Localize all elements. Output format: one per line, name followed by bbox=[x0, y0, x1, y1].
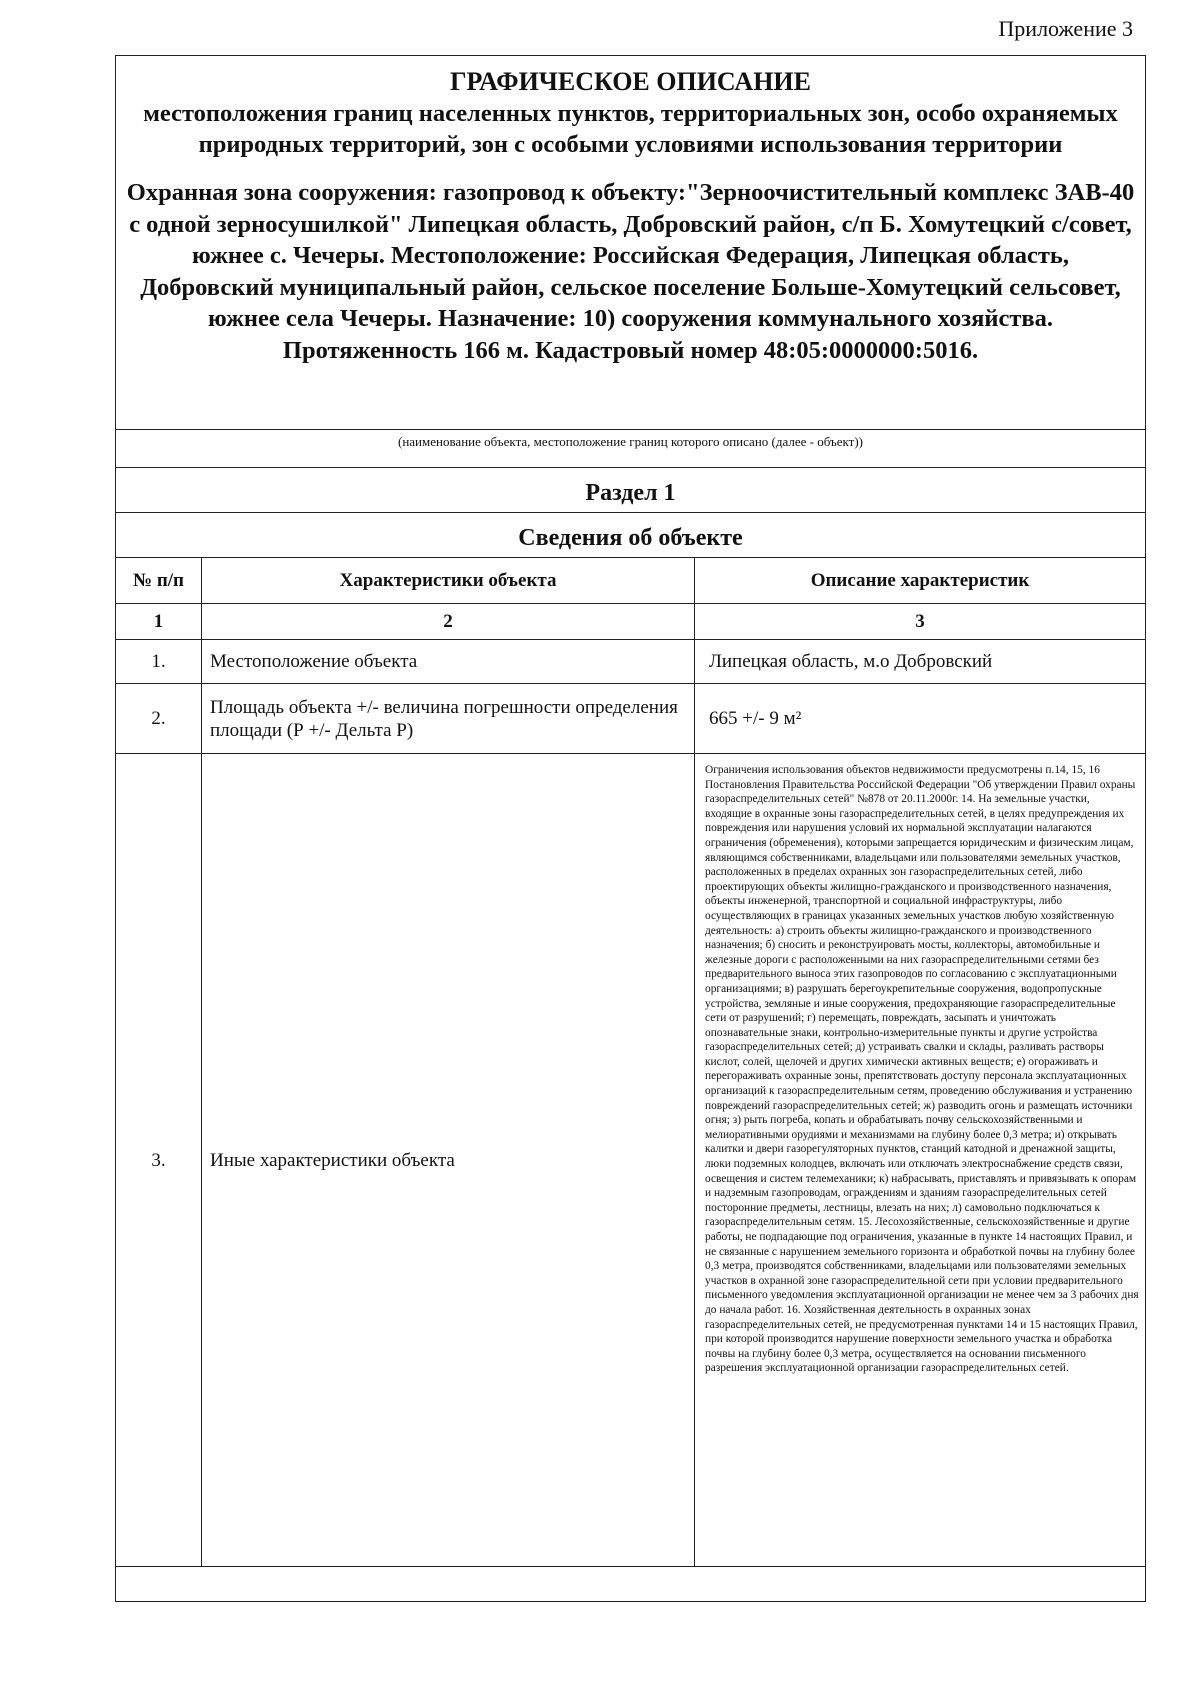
document-subtitle: местоположения границ населенных пунктов, территориальных зон, особо охраняемых природных территорий, зон с особыми условиями использования территории bbox=[143, 100, 1118, 158]
section-subtitle: Сведения об объекте bbox=[518, 525, 743, 551]
column-header-number: № п/п bbox=[132, 570, 185, 591]
divider bbox=[116, 1566, 1145, 1567]
column-number: 3 bbox=[915, 611, 925, 632]
object-caption: (наименование объекта, местоположение границ которого описано (далее - объект)) bbox=[398, 434, 863, 449]
row-number: 1. bbox=[151, 651, 166, 672]
row-characteristic: Площадь объекта +/- величина погрешности определения площади (Р +/- Дельта Р) bbox=[210, 696, 678, 741]
document-header bbox=[116, 56, 1145, 430]
annex-label: Приложение 3 bbox=[998, 16, 1133, 41]
row-description: 665 +/- 9 м² bbox=[709, 708, 802, 729]
column-header-characteristic: Характеристики объекта bbox=[339, 570, 557, 591]
row-number: 3. bbox=[151, 1149, 166, 1171]
document-frame bbox=[115, 55, 1146, 1602]
column-number: 2 bbox=[443, 611, 453, 632]
column-header-description: Описание характеристик bbox=[810, 570, 1030, 591]
divider bbox=[116, 512, 1145, 513]
document-title: ГРАФИЧЕСКОЕ ОПИСАНИЕ bbox=[450, 67, 811, 96]
row-number: 2. bbox=[151, 708, 166, 729]
section-title: Раздел 1 bbox=[585, 480, 676, 506]
row-description: Липецкая область, м.о Добровский bbox=[709, 651, 993, 672]
row-characteristic: Местоположение объекта bbox=[210, 651, 418, 672]
row-characteristic: Иные характеристики объекта bbox=[210, 1149, 455, 1171]
row-description: Ограничения использования объектов недвижимости предусмотрены п.14, 15, 16 Постановления Правительства Российской Федерации "Об утверждении Правил охраны газораспределительных сетей" №878 от 20.11.2000г. 14. На земельные участки, входящие в охранные зоны газораспределительных сетей, в целях предупреждения их повреждения или нарушения условий их нормальной эксплуатации налагаются ограничения (обременения), которыми запрещается юридическим и физическим лицам, являющимся собственниками, владельцами или пользователями земельных участков, расположенных в пределах охранных зон газораспределительных сетей, либо проектирующих объекты жилищно-гражданского и производственного назначения, объекты инженерной, транспортной и социальной инфраструктуры, либо осуществляющих в границах указанных земельных участков любую хозяйственную деятельность: а) строить объекты жилищно-гражданского и производственного назначения; б) сносить и реконструировать мосты, коллекторы, автомобильные и железные дороги с расположенными на них газораспределительными сетями без предварительного выноса этих газопроводов по согласованию с эксплуатационными организациями; в) разрушать берегоукрепительные сооружения, водопропускные устройства, земляные и иные сооружения, предохраняющие газораспределительные сети от разрушений; г) перемещать, повреждать, засыпать и уничтожать опознавательные знаки, контрольно-измерительные пункты и другие устройства газораспределительных сетей; д) устраивать свалки и склады, разливать растворы кислот, солей, щелочей и других химически активных веществ; е) огораживать и перегораживать охранные зоны, препятствовать доступу персонала эксплуатационных организаций к газораспределительным сетям, проведению обслуживания и устранению повреждений газораспределительных сетей; ж) разводить огонь и размещать источники огня; з) рыть погреба, копать и обрабатывать почву сельскохозяйственными и мелиоративными орудиями и механизмами на глубину более 0,3 метра; и) открывать калитки и двери газорегуляторных пунктов, станций катодной и дренажной защиты, люки подземных колодцев, включать или отключать электроснабжение средств связи, освещения и систем телемеханики; к) набрасывать, приставлять и привязывать к опорам и надземным газопроводам, ограждениям и зданиям газораспределительных сетей посторонние предметы, лестницы, влезать на них; л) самовольно подключаться к газораспределительным сетям. 15. Лесохозяйственные, сельскохозяйственные и другие работы, не подпадающие под ограничения, указанные в пункте 14 настоящих Правил, и не связанные с нарушением земельного горизонта и обработкой почвы на глубину более 0,3 метра, производятся собственниками, владельцами или пользователями земельных участков в охранной зоне газораспределительной сети при условии предварительного письменного уведомления эксплуатационной организации не менее чем за 3 рабочих дня до начала работ. 16. Хозяйственная деятельность в охранных зонах газораспределительных сетей, не предусмотренная пунктами 14 и 15 настоящих Правил, при которой производится нарушение поверхности земельного участка и обработка почвы на глубину более 0,3 метра, осуществляется на основании письменного разрешения эксплуатационной организации газораспределительных сетей. bbox=[705, 764, 1139, 1375]
column-number: 1 bbox=[153, 611, 164, 632]
object-description: Охранная зона сооружения: газопровод к объекту:"Зерноочистительный комплекс ЗАВ-40 с одной зерносушилкой" Липецкая область, Добровский район, с/п Б. Хомутецкий с/совет, южнее с. Чечеры. Местоположение: Российская Федерация, Липецкая область, Добровский муниципальный район, сельское поселение Больше-Хомутецкий сельсовет, южнее села Чечеры. Назначение: 10) сооружения коммунального хозяйства. Протяженность 166 м. Кадастровый номер 48:05:0000000:5016. bbox=[126, 179, 1135, 364]
divider bbox=[116, 467, 1145, 468]
